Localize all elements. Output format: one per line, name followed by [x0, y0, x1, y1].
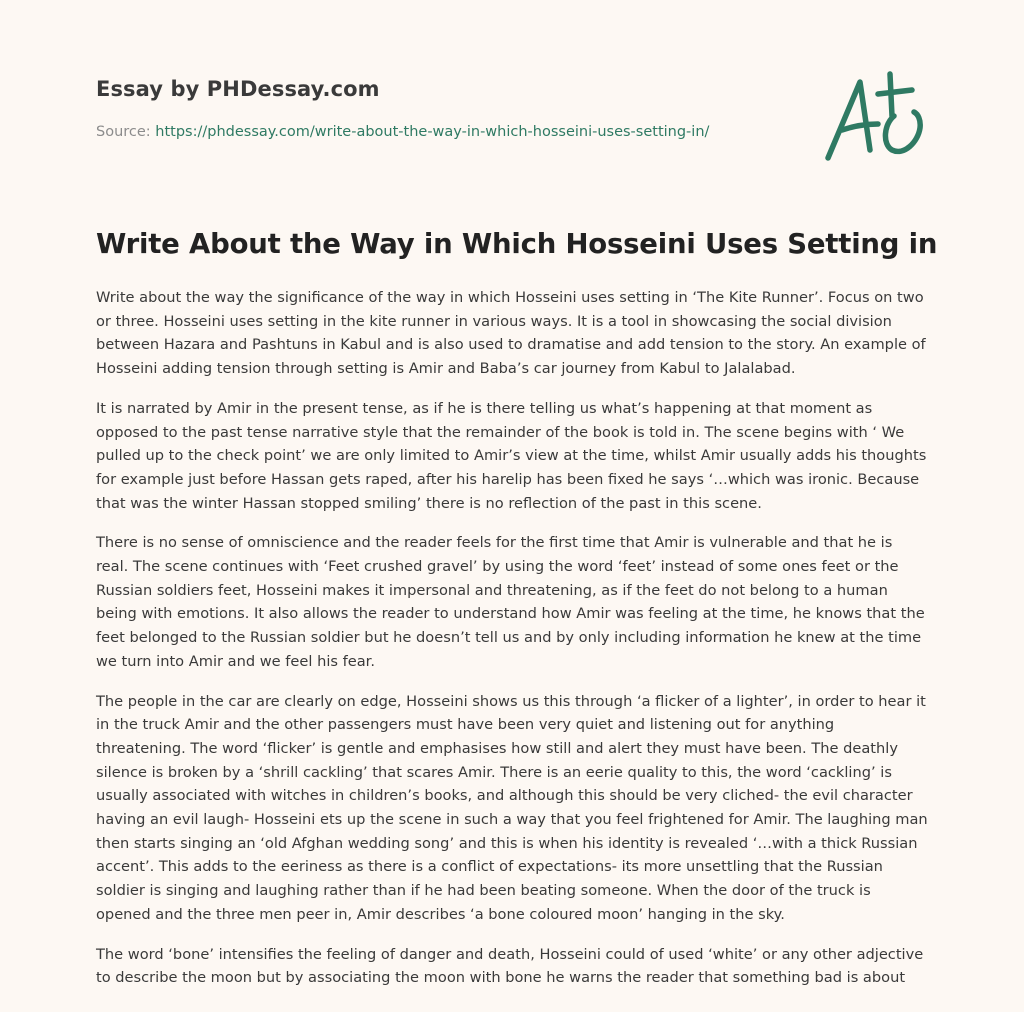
source-label: Source:	[96, 124, 156, 140]
source-link[interactable]: https://phdessay.com/write-about-the-way-in-which-hosseini-uses-setting-in/	[155, 124, 710, 140]
paragraph: There is no sense of omniscience and the reader feels for the first time that Amir is vulnerable and that he is real. The scene continues with ‘Feet crushed gravel’ by using the word ‘feet’ instead of some ones feet or the Russian soldiers feet, Hosseini makes it impersonal and threatening, as if the feet do not belong to a human being with emotions. It also allows the reader to understand how Amir was feeling at the time, he knows that the feet belonged to the Russian soldier but he doesn’t tell us and by only including information he knew at the time we turn into Amir and we feel his fear.	[96, 534, 925, 670]
paragraph: The people in the car are clearly on edge, Hosseini shows us this through ‘a flicker of a lighter’, in order to hear it in the truck Amir and the other passengers must have been very quiet and listening out for anything threatening. The word ‘flicker’ is gentle and emphasises how still and alert they must have been. The deathly silence is broken by a ‘shrill cackling’ that scares Amir. There is an eerie quality to this, the word ‘cackling’ is usually associated with witches in children’s books, and although this should be very cliched- the evil character having an evil laugh- Hosseini ets up the scene in such a way that you feel frightened for Amir. The laughing man then starts singing an ‘old Afghan wedding song’ and this is when his identity is revealed ‘…with a thick Russian accent’. This adds to the eeriness as there is a conflict of expectations- its more unsettling that the Russian soldier is singing and laughing rather than if he had been beating someone. When the door of the truck is opened and the three men peer in, Amir describes ‘a bone coloured moon’ hanging in the sky.	[96, 692, 928, 923]
article-body	[96, 286, 928, 1006]
paragraph: The word ‘bone’ intensifies the feeling of danger and death, Hosseini could of used ‘white’ or any other adjective to describe the moon but by associating the moon with bone he warns the reader that something bad is about	[96, 945, 924, 987]
a-plus-logo-icon	[820, 68, 930, 164]
source-line	[96, 124, 709, 140]
article-title: Write About the Way in Which Hosseini Uses Setting in	[96, 228, 938, 260]
paragraph: Write about the way the significance of the way in which Hosseini uses setting in ‘The Kite Runner’. Focus on two or three. Hosseini uses setting in the kite runner in various ways. It is a tool in showcasing the social division between Hazara and Pashtuns in Kabul and is also used to dramatise and add tension to the story. An example of Hosseini adding tension through setting is Amir and Baba’s car journey from Kabul to Jalalabad.	[96, 289, 926, 378]
site-brand: Essay by PHDessay.com	[96, 77, 380, 101]
paragraph: It is narrated by Amir in the present tense, as if he is there telling us what’s happening at that moment as opposed to the past tense narrative style that the remainder of the book is told in. The scene begins with ‘ We pulled up to the check point’ we are only limited to Amir’s view at the time, whilst Amir usually adds his thoughts for example just before Hassan gets raped, after his harelip has been fixed he says ‘…which was ironic. Because that was the winter Hassan stopped smiling’ there is no reflection of the past in this scene.	[96, 399, 927, 512]
